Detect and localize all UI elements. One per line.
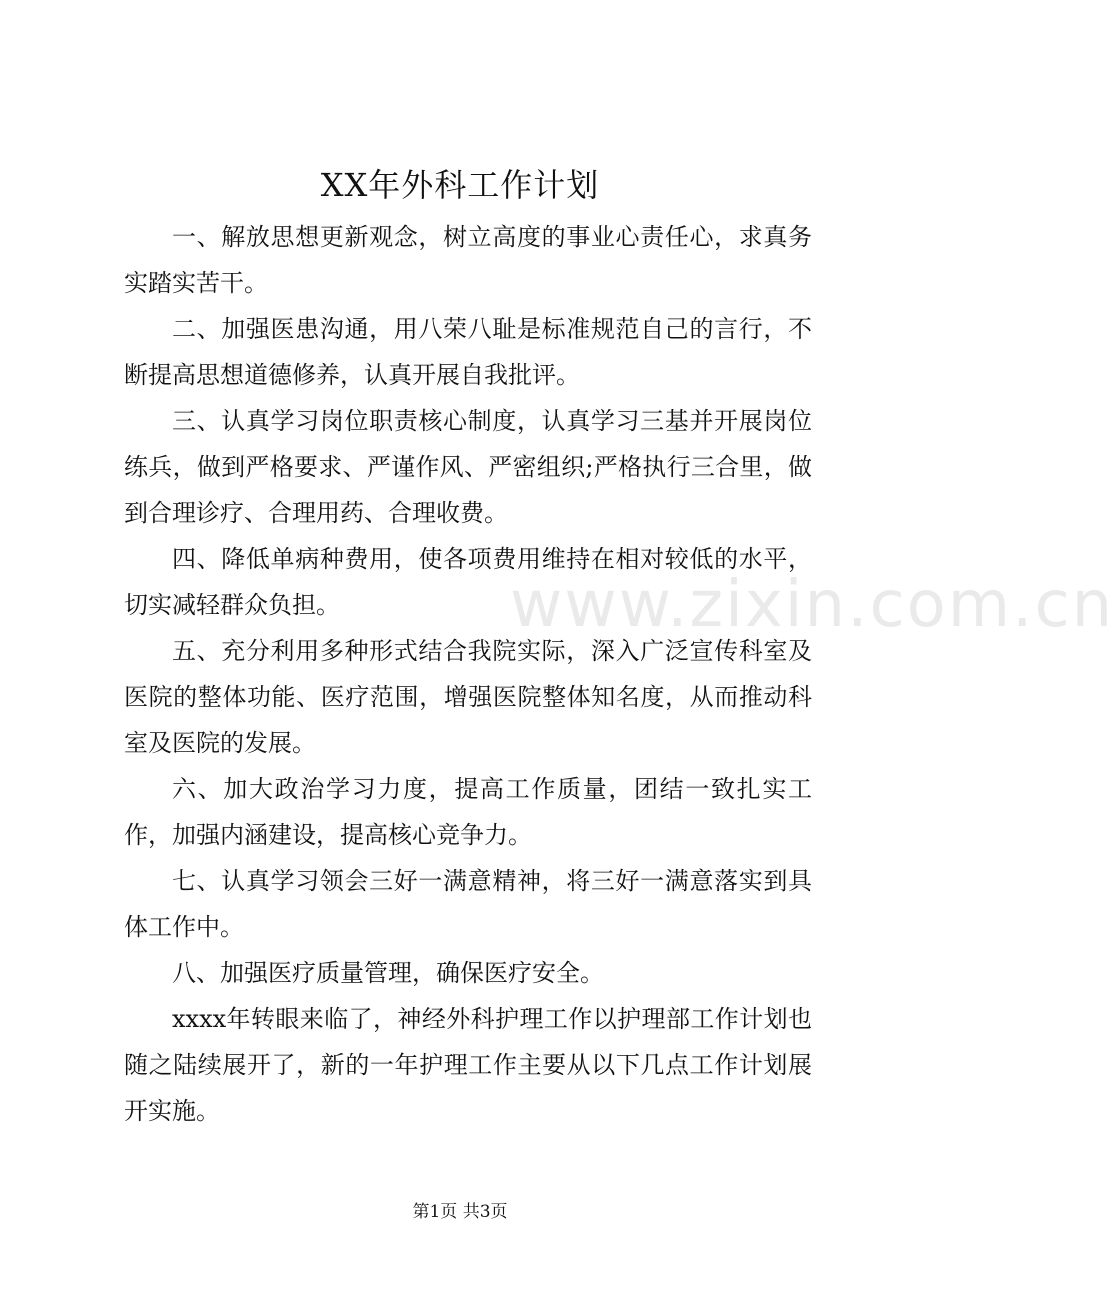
paragraph-1: 一、解放思想更新观念，树立高度的事业心责任心，求真务实踏实苦干。 xyxy=(124,223,812,297)
page-footer: 第1页 共3页 xyxy=(412,1202,508,1222)
paragraph-2: 二、加强医患沟通，用八荣八耻是标准规范自己的言行，不断提高思想道德修养，认真开展自我批评。 xyxy=(124,315,812,389)
paragraph-3: 三、认真学习岗位职责核心制度，认真学习三基并开展岗位练兵，做到严格要求、严谨作风、严密组织;严格执行三合里，做到合理诊疗、合理用药、合理收费。 xyxy=(124,407,812,527)
watermark: www.zixin.com.cn xyxy=(510,568,1114,642)
paragraph-4: 四、降低单病种费用，使各项费用维持在相对较低的水平，切实减轻群众负担。 xyxy=(124,545,812,619)
paragraph-8: 八、加强医疗质量管理，确保医疗安全。 xyxy=(172,959,604,987)
document-title: XX年外科工作计划 xyxy=(320,166,600,204)
document-body xyxy=(124,214,812,1134)
paragraph-5: 五、充分利用多种形式结合我院实际，深入广泛宣传科室及医院的整体功能、医疗范围，增强医院整体知名度，从而推动科室及医院的发展。 xyxy=(124,637,812,757)
paragraph-9: xxxx年转眼来临了，神经外科护理工作以护理部工作计划也随之陆续展开了，新的一年护理工作主要从以下几点工作计划展开实施。 xyxy=(124,1005,812,1125)
paragraph-6: 六、加大政治学习力度，提高工作质量，团结一致扎实工作，加强内涵建设，提高核心竞争力。 xyxy=(124,775,812,849)
paragraph-7: 七、认真学习领会三好一满意精神，将三好一满意落实到具体工作中。 xyxy=(124,867,812,941)
